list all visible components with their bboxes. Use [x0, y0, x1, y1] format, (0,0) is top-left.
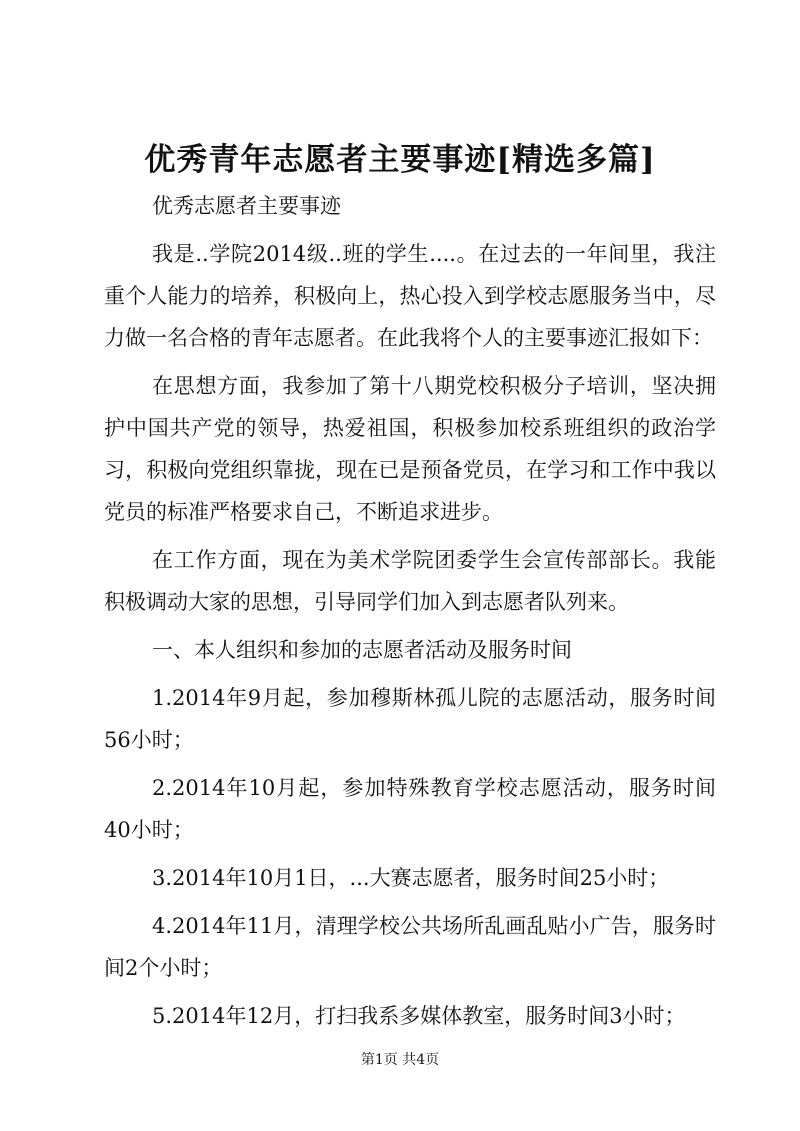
list-item: 3.2014年10月1日，...大赛志愿者，服务时间25小时； — [152, 866, 670, 890]
list-item: 2.2014年10月起，参加特殊教育学校志愿活动，服务时间40小时； — [104, 776, 716, 842]
list-item: 4.2014年11月，清理学校公共场所乱画乱贴小广告，服务时间2个小时； — [104, 914, 716, 980]
paragraph-intro: 我是..学院2014级..班的学生....。在过去的一年间里，我注重个人能力的培养，积极向上，热心投入到学校志愿服务当中，尽力做一名合格的青年志愿者。在此我将个人的主要事迹汇报如下： — [104, 242, 716, 350]
document-body — [104, 185, 716, 1043]
list-item: 1.2014年9月起，参加穆斯林孤儿院的志愿活动，服务时间56小时； — [104, 686, 716, 752]
document-title: 优秀青年志愿者主要事迹[精选多篇] — [144, 142, 656, 178]
paragraph-thought: 在思想方面，我参加了第十八期党校积极分子培训，坚决拥护中国共产党的领导，热爱祖国，积极参加校系班组织的政治学习，积极向党组织靠拢，现在已是预备党员，在学习和工作中我以党员的标准严格要求自己，不断追求进步。 — [104, 374, 716, 524]
page-footer: 第1页 共4页 — [360, 1052, 440, 1068]
section-heading: 一、本人组织和参加的志愿者活动及服务时间 — [152, 638, 572, 662]
list-item: 5.2014年12月，打扫我系多媒体教室，服务时间3小时； — [152, 1004, 686, 1028]
paragraph-work: 在工作方面，现在为美术学院团委学生会宣传部部长。我能积极调动大家的思想，引导同学们加入到志愿者队列来。 — [104, 548, 716, 614]
paragraph-subtitle: 优秀志愿者主要事迹 — [152, 194, 341, 218]
